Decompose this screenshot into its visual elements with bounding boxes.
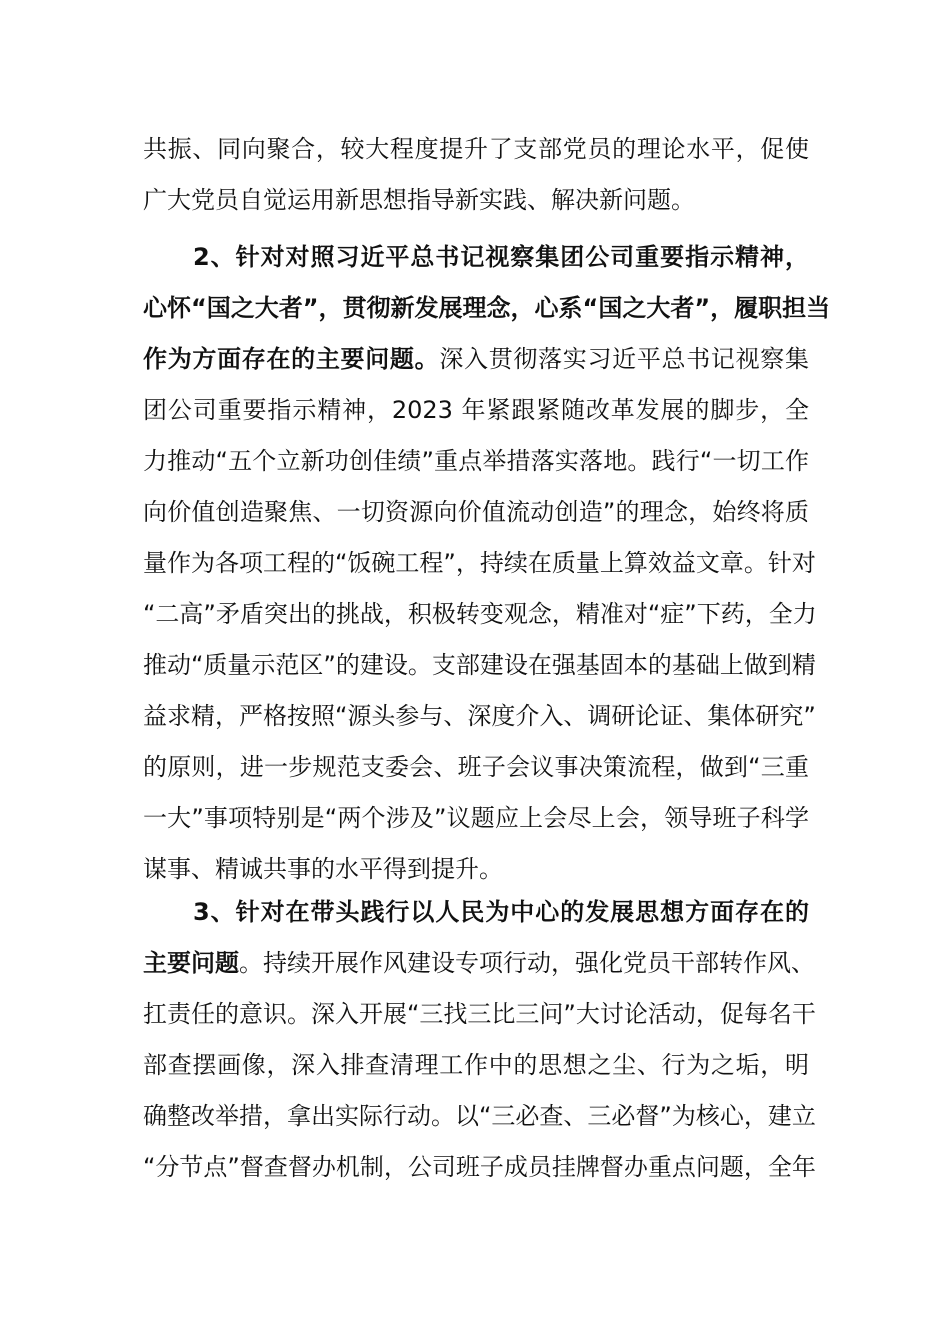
text-line: 谋事、精诚共事的水平得到提升。 [143,855,503,883]
text-line: 2、针对对照习近平总书记视察集团公司重要指示精神， [143,243,809,271]
text-segment: 。持续开展作风建设专项行动，强化党员干部转作风、 [239,949,815,977]
text-line: 部查摆画像，深入排查清理工作中的思想之尘、行为之垢，明 [143,1051,809,1079]
text-segment: 深入贯彻落实习近平总书记视察集 [439,345,810,373]
text-line: 量作为各项工程的“饭碗工程”，持续在质量上算效益文章。针对 [143,549,816,577]
text-line [143,938,815,989]
paragraph-heading-tail: 作为方面存在的主要问题。 [143,345,440,373]
text-line: 确整改举措，拿出实际行动。以“三必查、三必督”为核心，建立 [143,1102,816,1130]
text-line: 3、针对在带头践行以人民为中心的发展思想方面存在的 [143,898,809,926]
text-line: 的原则，进一步规范支委会、班子会议事决策流程，做到“三重 [143,753,809,781]
text-line [143,334,809,385]
paragraph-1 [143,124,809,226]
paragraph-3 [143,887,816,1193]
text-line: 共振、同向聚合，较大程度提升了支部党员的理论水平，促使 [143,135,809,163]
paragraph-2 [143,232,831,895]
text-line: 一大”事项特别是“两个涉及”议题应上会尽上会，领导班子科学 [143,804,809,832]
text-line: “二高”矛盾突出的挑战，积极转变观念，精准对“症”下药，全力 [143,600,817,628]
text-line: 广大党员自觉运用新思想指导新实践、解决新问题。 [143,186,695,214]
text-line: 益求精，严格按照“源头参与、深度介入、调研论证、集体研究” [143,702,816,730]
paragraph-heading-tail: 主要问题 [143,949,239,977]
text-line: 团公司重要指示精神，2023 年紧跟紧随改革发展的脚步，全 [143,396,809,424]
text-line: 力推动“五个立新功创佳绩”重点举措落实落地。践行“一切工作 [143,447,809,475]
text-line: 向价值创造聚焦、一切资源向价值流动创造”的理念，始终将质 [143,498,809,526]
text-line: 心怀“国之大者”，贯彻新发展理念，心系“国之大者”，履职担当 [143,294,831,322]
text-line: “分节点”督查督办机制，公司班子成员挂牌督办重点问题，全年 [143,1153,816,1181]
text-line: 推动“质量示范区”的建设。支部建设在强基固本的基础上做到精 [143,651,816,679]
text-line: 扛责任的意识。深入开展“三找三比三问”大讨论活动，促每名干 [143,1000,816,1028]
